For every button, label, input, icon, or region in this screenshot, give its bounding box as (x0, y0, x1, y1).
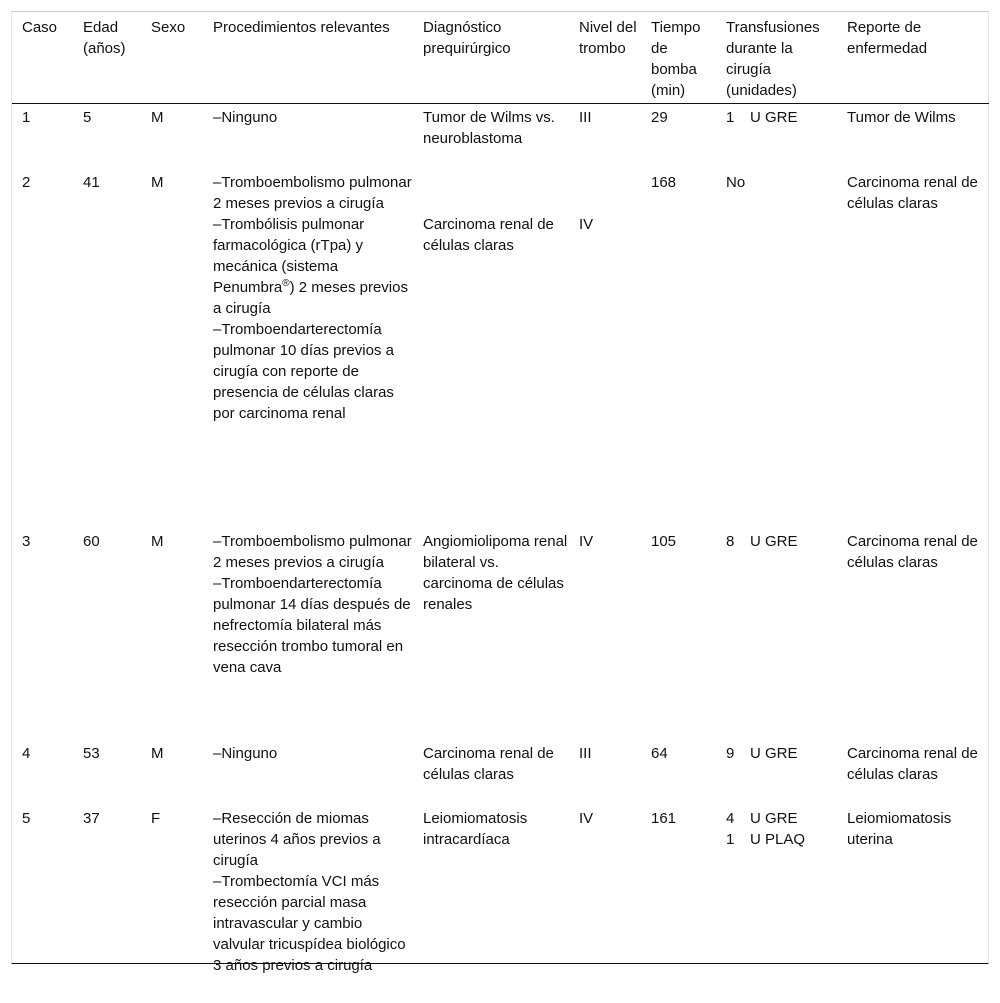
transfusion-unit: U GRE (750, 745, 798, 762)
header-procedimientos: Procedimientos relevantes (203, 12, 413, 104)
transfusion-qty: 1 (726, 109, 735, 126)
cell-nivel: III (579, 745, 592, 762)
procedure-text: –Trombólisis pulmonar farmacológica (rTpa) y mecánica (sistema Penumbra (213, 216, 365, 296)
cell-tiempo: 168 (651, 174, 677, 191)
procedure-item: –Trombectomía VCI más resección parcial masa intravascular y cambio valvular tricuspídea biológico 3 años previos a cirugía (213, 873, 406, 974)
cell-reporte: Carcinoma renal de células claras (847, 174, 978, 212)
cell-reporte: Carcinoma renal de células claras (847, 745, 978, 783)
cell-tiempo: 161 (651, 810, 677, 827)
cell-transfusiones: No (726, 174, 746, 191)
cell-caso: 1 (22, 109, 31, 126)
cell-diagnostico: Leiomiomatosis intracardíaca (423, 810, 528, 848)
cell-transfusiones (716, 740, 837, 805)
cell-caso: 2 (22, 174, 31, 191)
cell-diagnostico: Tumor de Wilms vs. neuroblastoma (423, 109, 555, 147)
procedure-item: –Resección de miomas uterinos 4 años previos a cirugía (213, 810, 381, 869)
cell-nivel: IV (579, 810, 594, 827)
cell-sexo: M (151, 174, 164, 191)
cell-sexo: M (151, 745, 164, 762)
table-row (12, 528, 989, 740)
header-transfusiones: Transfusiones durante la cirugía (unidades) (716, 12, 837, 104)
cell-transfusiones (716, 528, 837, 740)
transfusion-qty: 4 (726, 810, 735, 827)
header-tiempo: Tiempo de bomba (min) (641, 12, 716, 104)
cell-caso: 4 (22, 745, 31, 762)
cell-edad: 60 (83, 533, 100, 550)
header-row (12, 12, 989, 104)
table-row (12, 740, 989, 805)
cell-caso: 5 (22, 810, 31, 827)
cell-procedimientos (203, 104, 413, 170)
cell-nivel: IV (579, 216, 594, 233)
clinical-cases-table (12, 12, 989, 1003)
cell-sexo: M (151, 533, 164, 550)
cell-edad: 5 (83, 109, 92, 126)
cell-procedimientos (203, 740, 413, 805)
cell-edad: 41 (83, 174, 100, 191)
cell-diagnostico: Carcinoma renal de células claras (423, 745, 554, 783)
header-caso: Caso (12, 12, 73, 104)
table-row (12, 169, 989, 528)
cell-diagnostico: Carcinoma renal de células claras (423, 216, 554, 254)
cell-nivel: IV (579, 533, 594, 550)
procedure-item: –Tromboembolismo pulmonar 2 meses previos a cirugía (213, 174, 412, 212)
cell-reporte: Carcinoma renal de células claras (847, 533, 978, 571)
procedure-item: –Tromboembolismo pulmonar 2 meses previos a cirugía (213, 533, 412, 571)
cell-reporte: Tumor de Wilms (847, 109, 956, 126)
cell-sexo: M (151, 109, 164, 126)
table-row (12, 805, 989, 1003)
header-diagnostico: Diagnóstico prequirúrgico (413, 12, 569, 104)
transfusion-unit: U GRE (750, 810, 798, 827)
cell-transfusiones (716, 104, 837, 170)
cell-procedimientos (203, 805, 413, 1003)
cell-edad: 37 (83, 810, 100, 827)
procedure-item (213, 214, 413, 319)
cell-procedimientos (203, 528, 413, 740)
cell-edad: 53 (83, 745, 100, 762)
header-reporte: Reporte de enfermedad (837, 12, 989, 104)
cell-procedimientos (203, 169, 413, 528)
transfusion-unit: U GRE (750, 109, 798, 126)
cell-tiempo: 105 (651, 533, 677, 550)
transfusion-unit: U GRE (750, 533, 798, 550)
cell-nivel: III (579, 109, 592, 126)
cell-caso: 3 (22, 533, 31, 550)
procedure-item: –Ninguno (213, 745, 278, 762)
transfusion-qty: 1 (726, 831, 735, 848)
registered-mark: ® (282, 278, 290, 289)
transfusion-qty: 9 (726, 745, 735, 762)
cell-tiempo: 29 (651, 109, 668, 126)
clinical-cases-table-container (11, 11, 989, 974)
header-sexo: Sexo (141, 12, 203, 104)
procedure-item: –Ninguno (213, 109, 278, 126)
transfusion-unit: U PLAQ (750, 831, 806, 848)
cell-transfusiones (716, 805, 837, 1003)
header-nivel: Nivel del trombo (569, 12, 641, 104)
cell-tiempo: 64 (651, 745, 668, 762)
cell-reporte: Leiomiomatosis uterina (847, 810, 952, 848)
procedure-item: –Tromboendarterectomía pulmonar 10 días previos a cirugía con reporte de presencia de células claras por carcinoma renal (213, 321, 394, 422)
transfusion-qty: 8 (726, 533, 735, 550)
header-edad: Edad (años) (73, 12, 141, 104)
transfusion-item (726, 829, 837, 850)
table-row (12, 104, 989, 170)
cell-sexo: F (151, 810, 161, 827)
procedure-item: –Tromboendarterectomía pulmonar 14 días después de nefrectomía bilateral más resección trombo tumoral en vena cava (213, 575, 411, 676)
cell-diagnostico: Angiomiolipoma renal bilateral vs. carcinoma de células renales (423, 533, 568, 613)
procedure-suffix: ) 2 meses previos a cirugía (213, 279, 408, 317)
transfusion-item (726, 808, 837, 829)
